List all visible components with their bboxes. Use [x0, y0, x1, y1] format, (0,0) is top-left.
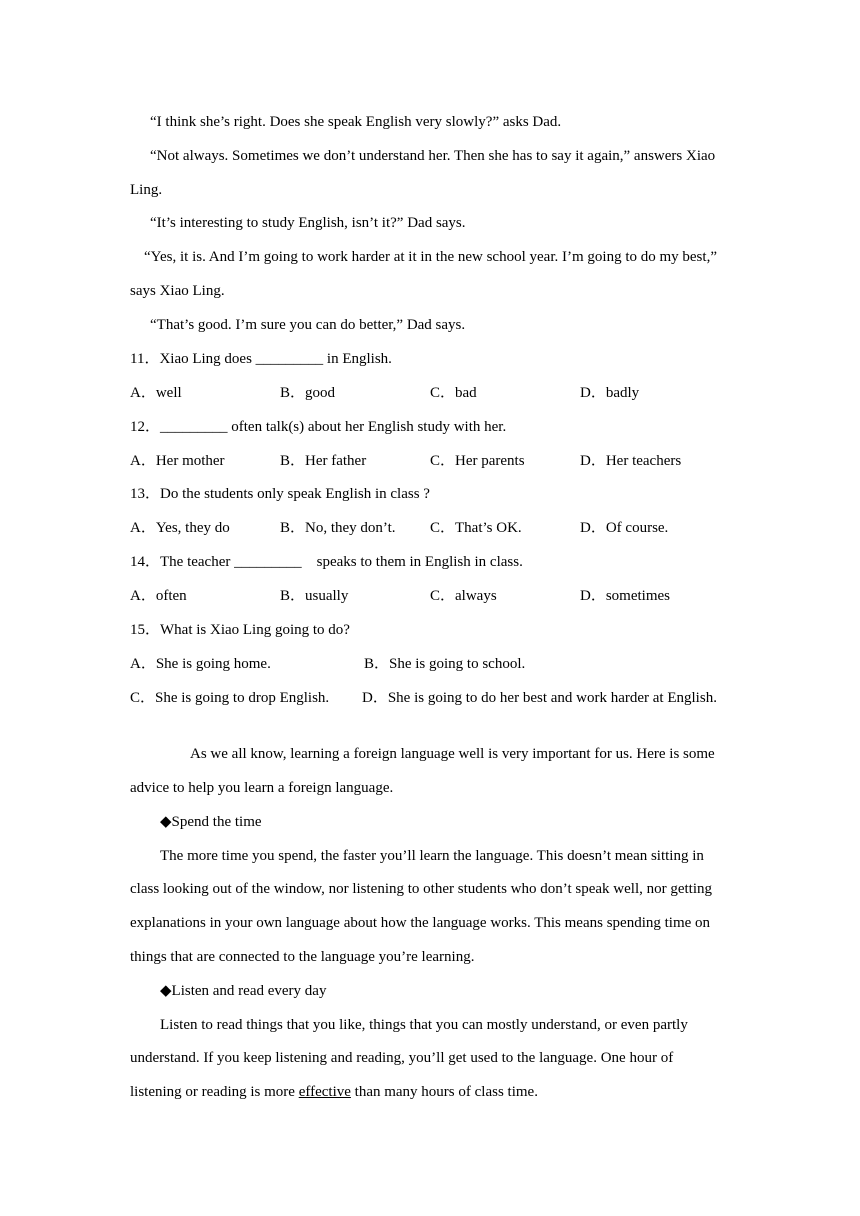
option-b: B．usually — [280, 588, 349, 604]
option-d: D．sometimes — [580, 588, 670, 604]
option-b: B．Her father — [280, 453, 367, 469]
option-d: D．Of course. — [580, 520, 669, 536]
underlined-word: effective — [298, 1084, 351, 1100]
passage-text: than many hours of class time. — [350, 1084, 538, 1100]
question-stem: 15．What is Xiao Ling going to do? — [130, 622, 350, 638]
option-d: D．badly — [580, 385, 640, 401]
section-heading: ◆Listen and read every day — [160, 983, 327, 999]
passage-line: class looking out of the window, nor listening to other students who don’t speak well, nor getting — [130, 881, 713, 897]
option-c: C．Her parents — [430, 453, 525, 469]
passage-line: Listen to read things that you like, things that you can mostly understand, or even partly — [160, 1017, 688, 1033]
option-a: A．often — [130, 588, 187, 604]
passage-text: listening or reading is more — [130, 1084, 299, 1100]
dialogue-line: “It’s interesting to study English, isn’t it?” Dad says. — [150, 215, 466, 231]
option-c: C．bad — [430, 385, 477, 401]
option-a: A．well — [130, 385, 182, 401]
option-a: A．Yes, they do — [130, 520, 230, 536]
option-c: C．always — [430, 588, 497, 604]
passage-line: things that are connected to the language you’re learning. — [130, 949, 475, 965]
dialogue-line: “That’s good. I’m sure you can do better,” Dad says. — [150, 317, 466, 333]
option-d: D．She is going to do her best and work harder at English. — [362, 690, 717, 706]
option-a: A．She is going home. — [130, 656, 271, 672]
question-stem: 11．Xiao Ling does _________ in English. — [130, 351, 392, 367]
passage-line: explanations in your own language about how the language works. This means spending time on — [130, 915, 711, 931]
dialogue-line: says Xiao Ling. — [130, 283, 225, 299]
option-b: B．She is going to school. — [364, 656, 526, 672]
passage-line: understand. If you keep listening and reading, you’ll get used to the language. One hour of — [130, 1050, 674, 1066]
question-stem: 12．_________ often talk(s) about her English study with her. — [130, 419, 507, 435]
passage-line: As we all know, learning a foreign language well is very important for us. Here is some — [190, 746, 715, 762]
dialogue-line: “Not always. Sometimes we don’t understand her. Then she has to say it again,” answers Xiao — [150, 148, 716, 164]
section-heading: ◆Spend the time — [160, 814, 262, 830]
passage-line: The more time you spend, the faster you’ll learn the language. This doesn’t mean sitting in — [160, 848, 704, 864]
dialogue-line: “I think she’s right. Does she speak English very slowly?” asks Dad. — [150, 114, 562, 130]
option-d: D．Her teachers — [580, 453, 682, 469]
question-stem: 13．Do the students only speak English in class ? — [130, 486, 430, 502]
question-stem: 14．The teacher _________ speaks to them in English in class. — [130, 554, 523, 570]
option-a: A．Her mother — [130, 453, 225, 469]
dialogue-line: Ling. — [130, 182, 163, 198]
option-b: B．No, they don’t. — [280, 520, 396, 536]
dialogue-line: “Yes, it is. And I’m going to work harder at it in the new school year. I’m going to do my best,” — [144, 249, 717, 265]
option-b: B．good — [280, 385, 336, 401]
option-c: C．She is going to drop English. — [130, 690, 330, 706]
passage-line — [130, 1083, 538, 1101]
passage-line: advice to help you learn a foreign language. — [130, 780, 394, 796]
option-c: C．That’s OK. — [430, 520, 522, 536]
